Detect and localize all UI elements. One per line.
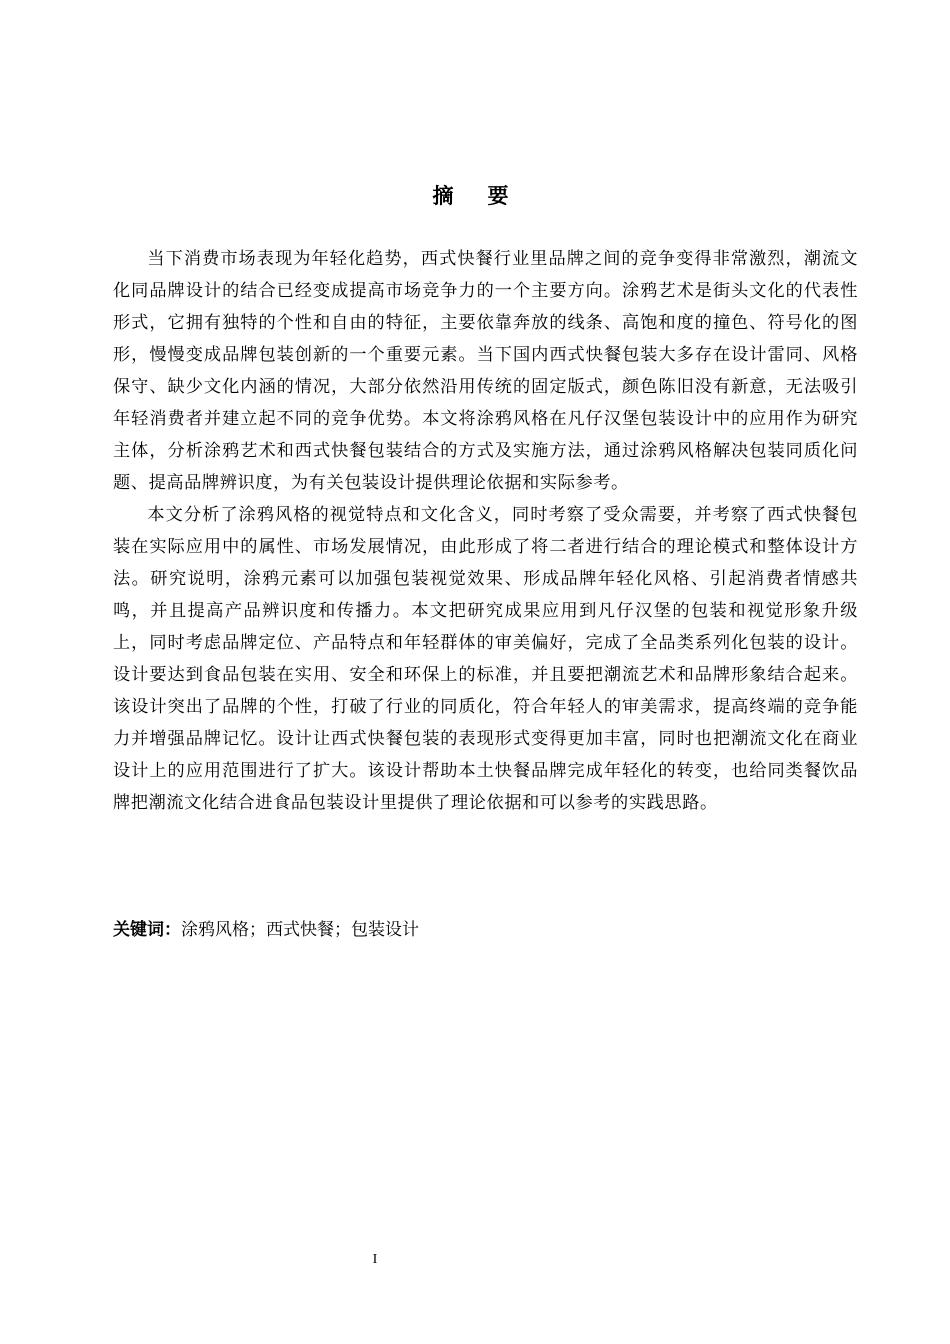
keywords-label: 关键词： [113, 920, 181, 940]
abstract-paragraph-2: 本文分析了涂鸦风格的视觉特点和文化含义，同时考察了受众需要，并考察了西式快餐包装在实际应用中的属性、市场发展情况，由此形成了将二者进行结合的理论模式和整体设计方法。研究说明，涂鸦元素可以加强包装视觉效果、形成品牌年轻化风格、引起消费者情感共鸣，并且提高产品辨识度和传播力。本文把研究成果应用到凡仔汉堡的包装和视觉形象升级上，同时考虑品牌定位、产品特点和年轻群体的审美偏好，完成了全品类系列化包装的设计。设计要达到食品包装在实用、安全和环保上的标准，并且要把潮流艺术和品牌形象结合起来。该设计突出了品牌的个性，打破了行业的同质化，符合年轻人的审美需求，提高终端的竞争能力并增强品牌记忆。设计让西式快餐包装的表现形式变得更加丰富，同时也把潮流文化在商业设计上的应用范围进行了扩大。该设计帮助本土快餐品牌完成年轻化的转变，也给同类餐饮品牌把潮流文化结合进食品包装设计里提供了理论依据和可以参考的实践思路。 [113, 505, 858, 813]
page-number: I [372, 1252, 378, 1267]
abstract-body [113, 243, 858, 819]
abstract-paragraph-1: 当下消费市场表现为年轻化趋势，西式快餐行业里品牌之间的竞争变得非常激烈，潮流文化同品牌设计的结合已经变成提高市场竞争力的一个主要方向。涂鸦艺术是街头文化的代表性形式，它拥有独特的个性和自由的特征，主要依靠奔放的线条、高饱和度的撞色、符号化的图形，慢慢变成品牌包装创新的一个重要元素。当下国内西式快餐包装大多存在设计雷同、风格保守、缺少文化内涵的情况，大部分依然沿用传统的固定版式，颜色陈旧没有新意，无法吸引年轻消费者并建立起不同的竞争优势。本文将涂鸦风格在凡仔汉堡包装设计中的应用作为研究主体，分析涂鸦艺术和西式快餐包装结合的方式及实施方法，通过涂鸦风格解决包装同质化问题、提高品牌辨识度，为有关包装设计提供理论依据和实际参考。 [113, 249, 858, 493]
keywords-value: 涂鸦风格；西式快餐；包装设计 [181, 920, 419, 940]
keywords-line [113, 914, 858, 946]
abstract-title: 摘要 [432, 184, 543, 208]
